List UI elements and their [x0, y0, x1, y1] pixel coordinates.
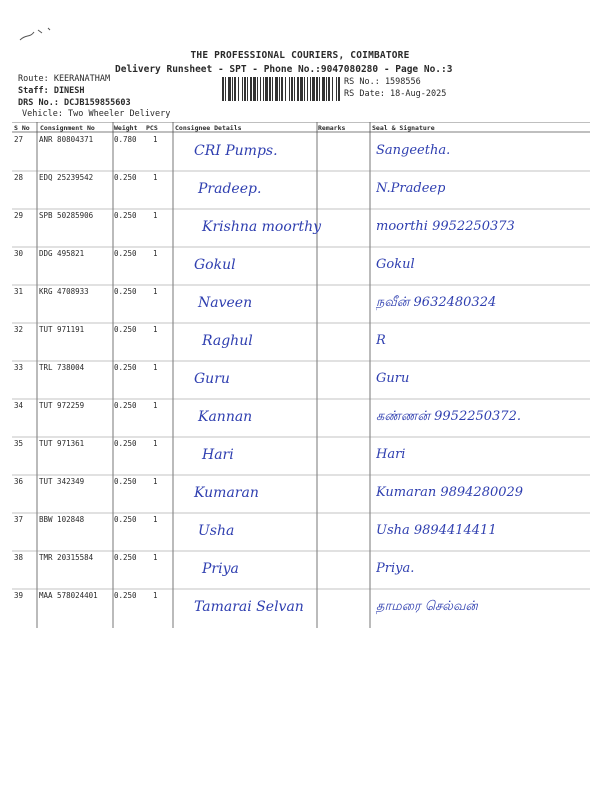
row-signature-handwritten: கண்ணன் 9952250372. — [376, 409, 521, 424]
row-consignment-no: TMR 20315584 — [39, 553, 94, 562]
row-consignment-no: KRG 4708933 — [39, 287, 89, 296]
row-signature-handwritten: தாமரை செல்வன் — [376, 599, 479, 614]
row-consignment-no: BBW 102848 — [39, 515, 85, 524]
row-weight: 0.250 — [114, 173, 137, 182]
rs-date: RS Date: 18-Aug-2025 — [344, 89, 447, 99]
row-signature-handwritten: Sangeetha. — [376, 143, 451, 158]
row-consignment-no: MAA 578024401 — [39, 591, 98, 600]
row-weight: 0.250 — [114, 401, 137, 410]
row-consignee-handwritten: Raghul — [202, 333, 253, 349]
row-sno: 38 — [14, 553, 24, 562]
row-signature-handwritten: Kumaran 9894280029 — [376, 485, 524, 500]
row-consignee-handwritten: Guru — [194, 371, 230, 387]
col-consignment: Consignment No — [40, 124, 95, 132]
row-consignment-no: TRL 738004 — [39, 363, 85, 372]
row-sno: 28 — [14, 173, 24, 182]
row-signature-handwritten: Priya. — [376, 561, 415, 576]
row-consignment-no: TUT 342349 — [39, 477, 85, 486]
row-signature-handwritten: நவீன் 9632480324 — [376, 295, 497, 310]
row-sno: 32 — [14, 325, 24, 334]
row-weight: 0.250 — [114, 287, 137, 296]
row-weight: 0.780 — [114, 135, 137, 144]
row-sno: 36 — [14, 477, 24, 486]
row-consignment-no: ANR 80804371 — [39, 135, 94, 144]
row-consignee-handwritten: Naveen — [198, 295, 253, 311]
staff-label: Staff: DINESH — [18, 86, 85, 96]
row-sno: 37 — [14, 515, 24, 524]
drs-label: DRS No.: DCJB159855603 — [18, 98, 131, 108]
row-pcs: 1 — [153, 363, 158, 372]
row-consignee-handwritten: CRI Pumps. — [194, 143, 278, 159]
row-weight: 0.250 — [114, 439, 137, 448]
row-weight: 0.250 — [114, 249, 137, 258]
row-weight: 0.250 — [114, 211, 137, 220]
row-consignee-handwritten: Usha — [198, 523, 235, 539]
row-weight: 0.250 — [114, 553, 137, 562]
col-consignee: Consignee Details — [175, 124, 242, 132]
row-weight: 0.250 — [114, 325, 137, 334]
row-weight: 0.250 — [114, 363, 137, 372]
row-consignee-handwritten: Tamarai Selvan — [194, 599, 304, 615]
row-pcs: 1 — [153, 553, 158, 562]
row-pcs: 1 — [153, 439, 158, 448]
row-sno: 29 — [14, 211, 24, 220]
row-consignee-handwritten: Hari — [202, 447, 234, 463]
row-signature-handwritten: Gokul — [376, 257, 415, 272]
row-pcs: 1 — [153, 211, 158, 220]
row-pcs: 1 — [153, 135, 158, 144]
col-seal-signature: Seal & Signature — [372, 124, 435, 132]
col-pcs: PCS — [146, 124, 158, 132]
runsheet-subtitle: Delivery Runsheet - SPT - Phone No.:9047080280 - Page No.:3 — [115, 64, 453, 75]
row-pcs: 1 — [153, 287, 158, 296]
col-remarks: Remarks — [318, 124, 346, 132]
row-pcs: 1 — [153, 515, 158, 524]
row-consignment-no: SPB 50285906 — [39, 211, 94, 220]
row-pcs: 1 — [153, 325, 158, 334]
row-pcs: 1 — [153, 477, 158, 486]
row-sno: 35 — [14, 439, 24, 448]
row-consignment-no: EDQ 25239542 — [39, 173, 94, 182]
row-sno: 31 — [14, 287, 24, 296]
row-pcs: 1 — [153, 173, 158, 182]
vehicle-label: Vehicle: Two Wheeler Delivery — [22, 109, 171, 119]
runsheet-table-grid — [12, 122, 590, 628]
row-weight: 0.250 — [114, 477, 137, 486]
row-sno: 33 — [14, 363, 24, 372]
row-signature-handwritten: R — [376, 333, 386, 348]
row-pcs: 1 — [153, 401, 158, 410]
row-consignment-no: TUT 972259 — [39, 401, 85, 410]
row-consignee-handwritten: Krishna moorthy — [202, 219, 322, 235]
row-signature-handwritten: moorthi 9952250373 — [376, 219, 515, 234]
row-consignment-no: TUT 971191 — [39, 325, 85, 334]
row-signature-handwritten: Usha 9894414411 — [376, 523, 497, 538]
row-consignment-no: TUT 971361 — [39, 439, 85, 448]
barcode — [222, 77, 340, 101]
row-pcs: 1 — [153, 591, 158, 600]
row-consignee-handwritten: Pradeep. — [198, 181, 262, 197]
row-pcs: 1 — [153, 249, 158, 258]
row-signature-handwritten: Guru — [376, 371, 410, 386]
corner-pen-mark — [18, 24, 68, 48]
company-title: THE PROFESSIONAL COURIERS, COIMBATORE — [190, 50, 410, 61]
row-weight: 0.250 — [114, 515, 137, 524]
row-consignment-no: DDG 495821 — [39, 249, 85, 258]
row-consignee-handwritten: Gokul — [194, 257, 236, 273]
row-signature-handwritten: Hari — [376, 447, 406, 462]
rs-number: RS No.: 1598556 — [344, 77, 421, 87]
row-sno: 39 — [14, 591, 24, 600]
row-consignee-handwritten: Priya — [202, 561, 239, 577]
row-sno: 34 — [14, 401, 24, 410]
row-consignee-handwritten: Kumaran — [194, 485, 259, 501]
row-sno: 27 — [14, 135, 24, 144]
row-weight: 0.250 — [114, 591, 137, 600]
row-signature-handwritten: N.Pradeep — [376, 181, 446, 196]
route-label: Route: KEERANATHAM — [18, 74, 111, 84]
row-sno: 30 — [14, 249, 24, 258]
row-consignee-handwritten: Kannan — [198, 409, 253, 425]
col-weight: Weight — [114, 124, 138, 132]
col-sno: S No — [14, 124, 30, 132]
